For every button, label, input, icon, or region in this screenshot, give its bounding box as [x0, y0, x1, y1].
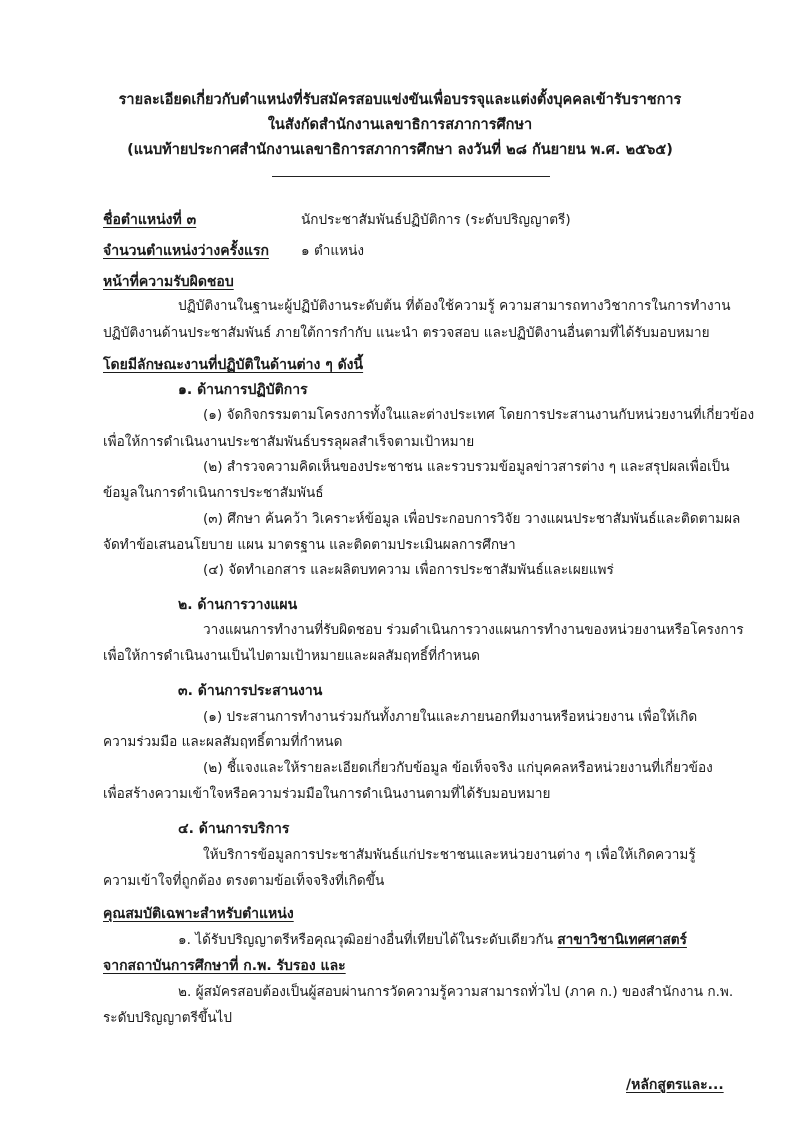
position-name-label: ชื่อตำแหน่งที่ ๓: [103, 212, 197, 228]
section-4-title: ๔. ด้านการบริการ: [178, 821, 290, 837]
section-4-line-1: ให้บริการข้อมูลการประชาสัมพันธ์แก่ประชาชนและหน่วยงานต่าง ๆ เพื่อให้เกิดความรู้: [203, 847, 696, 863]
qualification-1-line-2: จากสถาบันการศึกษาที่ ก.พ. รับรอง และ: [103, 958, 346, 974]
section-1-item-4-line-1: (๔) จัดทำเอกสาร และผลิตบทความ เพื่อการประชาสัมพันธ์และเผยแพร่: [203, 562, 614, 578]
duties-heading: หน้าที่ความรับผิดชอบ: [103, 274, 234, 290]
duties-intro-line-1: ปฏิบัติงานในฐานะผู้ปฏิบัติงานระดับต้น ที่ต้องใช้ความรู้ ความสามารถทางวิชาการในการทำงาน: [178, 298, 731, 314]
section-1-item-3-line-1: (๓) ศึกษา ค้นคว้า วิเคราะห์ข้อมูล เพื่อประกอบการวิจัย วางแผนประชาสัมพันธ์และติดตามผล: [203, 511, 741, 527]
vacancy-label: จำนวนตำแหน่งว่างครั้งแรก: [103, 243, 269, 259]
qualification-1-line-1: [178, 931, 687, 949]
qualifications-heading: คุณสมบัติเฉพาะสำหรับตำแหน่ง: [103, 906, 294, 922]
title-line-1: รายละเอียดเกี่ยวกับตำแหน่งที่รับสมัครสอบแข่งขันเพื่อบรรจุและแต่งตั้งบุคคลเข้ารับราชการ: [118, 92, 682, 108]
title-line-2: ในสังกัดสำนักงานเลขาธิการสภาการศึกษา: [267, 117, 533, 133]
section-2-line-1: วางแผนการทำงานที่รับผิดชอบ ร่วมดำเนินการวางแผนการทำงานของหน่วยงานหรือโครงการ: [203, 622, 744, 638]
qualification-1-text: ๑. ได้รับปริญญาตรีหรือคุณวุฒิอย่างอื่นที่เทียบได้ในระดับเดียวกัน: [178, 932, 558, 948]
vacancy-value: ๑ ตำแหน่ง: [301, 243, 365, 259]
section-3-title: ๓. ด้านการประสานงาน: [178, 683, 323, 699]
section-2-title: ๒. ด้านการวางแผน: [178, 597, 298, 613]
section-3-item-2-line-2: เพื่อสร้างความเข้าใจหรือความร่วมมือในการดำเนินงานตามที่ได้รับมอบหมาย: [103, 786, 551, 802]
title-line-3: (แนบท้ายประกาศสำนักงานเลขาธิการสภาการศึกษา ลงวันที่ ๒๘ กันยายน พ.ศ. ๒๕๖๕): [127, 142, 673, 158]
section-1-item-1-line-1: (๑) จัดกิจกรรมตามโครงการทั้งในและต่างประเทศ โดยการประสานงานกับหน่วยงานที่เกี่ยวข้อง: [203, 407, 755, 423]
section-1-item-3-line-2: จัดทำข้อเสนอนโยบาย แผน มาตรฐาน และติดตามประเมินผลการศึกษา: [103, 537, 516, 553]
duties-intro-line-2: ปฏิบัติงานด้านประชาสัมพันธ์ ภายใต้การกำกับ แนะนำ ตรวจสอบ และปฏิบัติงานอื่นตามที่ได้รับมอบหมาย: [103, 325, 710, 341]
section-3-item-2-line-1: (๒) ชี้แจงและให้รายละเอียดเกี่ยวกับข้อมูล ข้อเท็จจริง แก่บุคคลหรือหน่วยงานที่เกี่ยวข้อง: [203, 760, 713, 776]
title-divider: [272, 176, 550, 177]
qualification-2-line-2: ระดับปริญญาตรีขึ้นไป: [103, 1010, 232, 1026]
page-continuation: /หลักสูตรและ...: [626, 1077, 724, 1093]
section-1-item-2-line-1: (๒) สำรวจความคิดเห็นของประชาชน และรวบรวมข้อมูลข่าวสารต่าง ๆ และสรุปผลเพื่อเป็น: [203, 459, 730, 475]
section-1-title: ๑. ด้านการปฏิบัติการ: [178, 382, 308, 398]
section-4-line-2: ความเข้าใจที่ถูกต้อง ตรงตามข้อเท็จจริงที่เกิดขึ้น: [103, 873, 385, 889]
section-3-item-1-line-1: (๑) ประสานการทำงานร่วมกันทั้งภายในและภายนอกทีมงานหรือหน่วยงาน เพื่อให้เกิด: [203, 709, 698, 725]
position-name-value: นักประชาสัมพันธ์ปฏิบัติการ (ระดับปริญญาตรี): [301, 212, 571, 228]
section-3-item-1-line-2: ความร่วมมือ และผลสัมฤทธิ์ตามที่กำหนด: [103, 734, 343, 750]
section-1-item-1-line-2: เพื่อให้การดำเนินงานประชาสัมพันธ์บรรลุผลสำเร็จตามเป้าหมาย: [103, 434, 475, 450]
duty-areas-heading: โดยมีลักษณะงานที่ปฏิบัติในด้านต่าง ๆ ดังนี้: [103, 357, 364, 373]
section-2-line-2: เพื่อให้การดำเนินงานเป็นไปตามเป้าหมายและผลสัมฤทธิ์ที่กำหนด: [103, 648, 481, 664]
section-1-item-2-line-2: ข้อมูลในการดำเนินการประชาสัมพันธ์: [103, 485, 324, 501]
qualification-1-major: สาขาวิชานิเทศศาสตร์: [557, 932, 687, 948]
qualification-2-line-1: ๒. ผู้สมัครสอบต้องเป็นผู้สอบผ่านการวัดความรู้ความสามารถทั่วไป (ภาค ก.) ของสำนักงาน ก.พ.: [178, 984, 734, 1000]
